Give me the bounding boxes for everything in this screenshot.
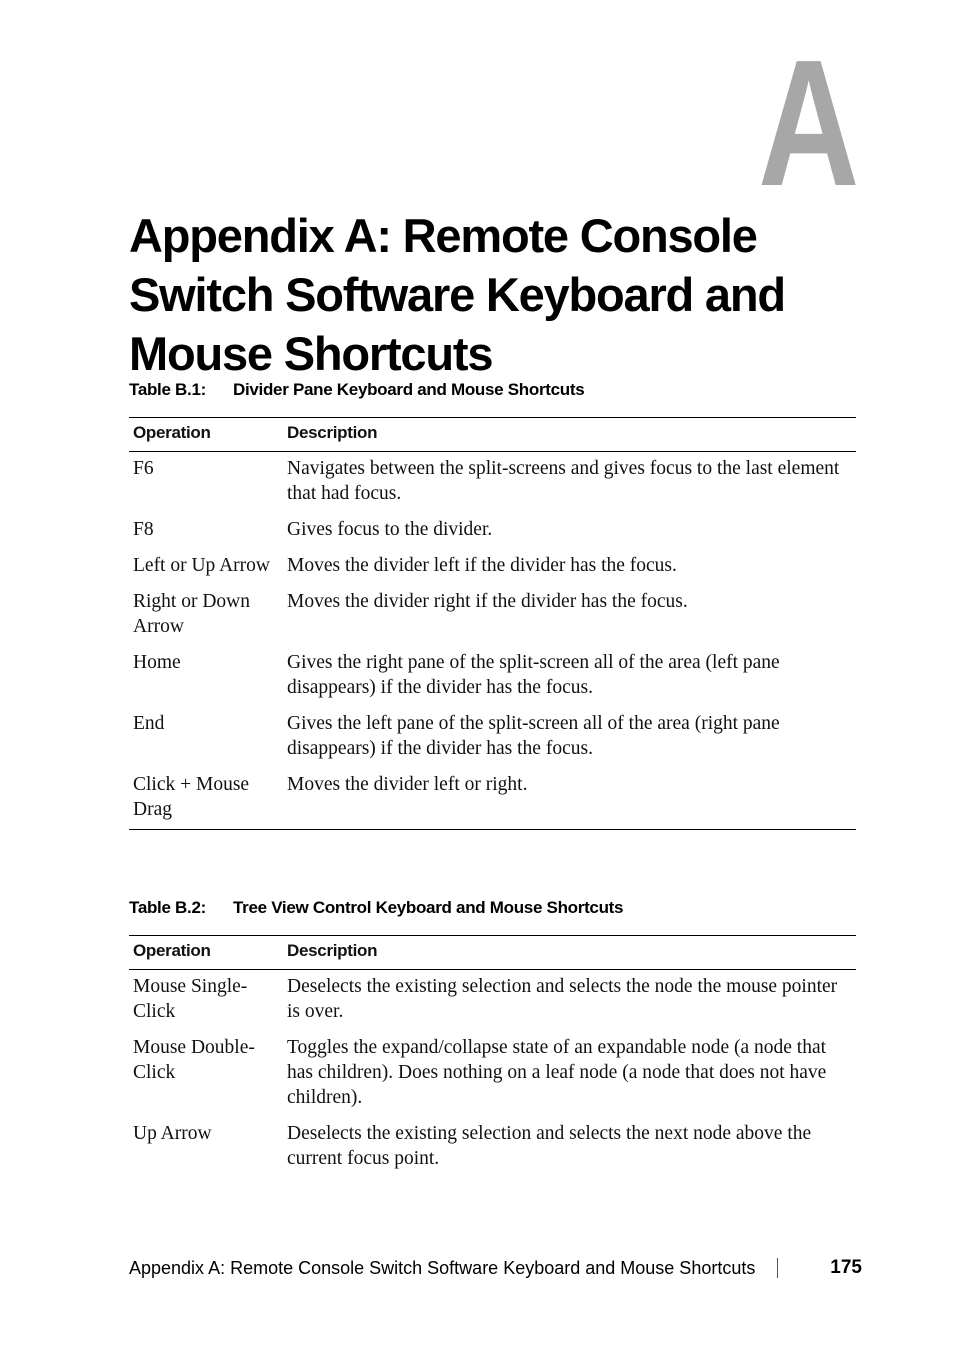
description-cell: Moves the divider right if the divider has the focus. (287, 591, 688, 612)
chapter-letter: A (758, 23, 857, 224)
column-header-operation: Operation (129, 418, 283, 452)
table-header-row (129, 418, 856, 452)
table1-caption-text: Divider Pane Keyboard and Mouse Shortcuts (233, 380, 585, 399)
table-row (129, 549, 856, 585)
table-row (129, 1117, 856, 1178)
page-footer (129, 1257, 862, 1279)
operation-cell: Mouse Single-Click (133, 976, 248, 1022)
description-cell: Deselects the existing selection and selects the next node above the current focus point. (287, 1123, 812, 1169)
table1-caption (129, 380, 584, 400)
column-header-description: Description (283, 418, 856, 452)
footer-divider (777, 1258, 778, 1278)
table-row (129, 768, 856, 830)
table-row (129, 1031, 856, 1117)
operation-cell: Up Arrow (133, 1123, 212, 1144)
table-row (129, 707, 856, 768)
footer-text: Appendix A: Remote Console Switch Software Keyboard and Mouse Shortcuts (129, 1257, 756, 1278)
table-header-row (129, 936, 856, 970)
divider-pane-shortcuts-table (129, 417, 856, 830)
description-cell: Deselects the existing selection and selects the node the mouse pointer is over. (287, 976, 838, 1022)
table2-caption (129, 898, 623, 918)
description-cell: Navigates between the split-screens and gives focus to the last element that had focus. (287, 458, 840, 504)
table2-number: Table B.2: (129, 898, 206, 917)
operation-cell: Mouse Double-Click (133, 1037, 255, 1083)
table-row (129, 452, 856, 514)
description-cell: Moves the divider left if the divider has the focus. (287, 555, 677, 576)
operation-cell: F6 (133, 458, 154, 479)
table1-number: Table B.1: (129, 380, 206, 399)
operation-cell: Home (133, 652, 181, 673)
table2-caption-text: Tree View Control Keyboard and Mouse Shortcuts (233, 898, 624, 917)
operation-cell: Right or Down Arrow (133, 591, 250, 637)
operation-cell: F8 (133, 519, 154, 540)
page-title: Appendix A: Remote Console Switch Software Keyboard and Mouse Shortcuts (129, 209, 785, 380)
column-header-description: Description (283, 936, 856, 970)
operation-cell: Left or Up Arrow (133, 555, 271, 576)
description-cell: Gives focus to the divider. (287, 519, 493, 540)
tree-view-shortcuts-table (129, 935, 856, 1178)
operation-cell: Click + Mouse Drag (129, 768, 283, 830)
table-row (129, 970, 856, 1032)
table-row (129, 646, 856, 707)
column-header-operation: Operation (129, 936, 283, 970)
description-cell: Gives the left pane of the split-screen all of the area (right pane disappears) if the divider has the focus. (287, 713, 780, 759)
description-cell: Gives the right pane of the split-screen all of the area (left pane disappears) if the divider has the focus. (287, 652, 780, 698)
table-row (129, 585, 856, 646)
operation-cell: End (133, 713, 165, 734)
table-row (129, 513, 856, 549)
description-cell: Moves the divider left or right. (283, 768, 856, 830)
page-number: 175 (830, 1257, 862, 1278)
description-cell: Toggles the expand/collapse state of an expandable node (a node that has children). Does nothing on a leaf node (a node that does not have children). (287, 1037, 827, 1108)
